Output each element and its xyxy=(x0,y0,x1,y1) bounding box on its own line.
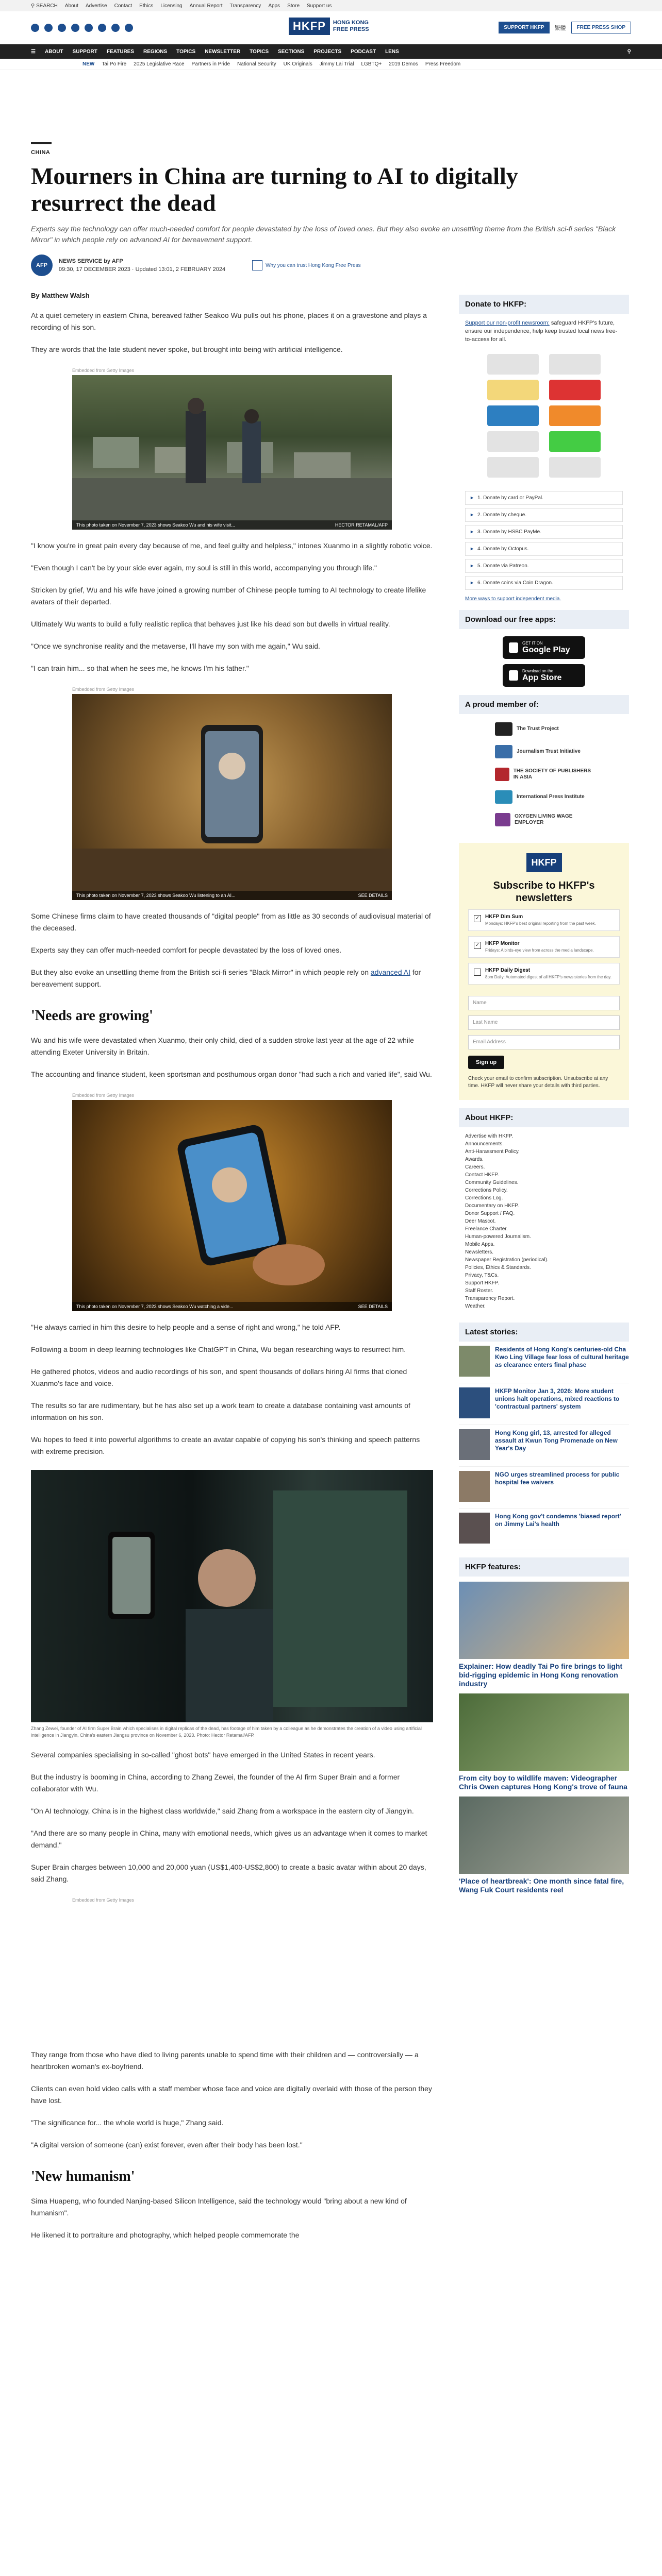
payment-icons xyxy=(482,354,606,483)
signup-button[interactable]: Sign up xyxy=(468,1056,504,1069)
trending-label: NEW xyxy=(82,61,95,67)
main-nav xyxy=(0,44,662,59)
photo-illustration xyxy=(72,694,392,900)
top-link-apps[interactable]: Apps xyxy=(268,3,280,9)
youtube-icon[interactable] xyxy=(85,24,93,32)
member-sopa[interactable]: THE SOCIETY OF PUBLISHERS IN ASIA xyxy=(495,768,593,781)
top-link-annual-report[interactable]: Annual Report xyxy=(189,3,223,9)
trust-icon xyxy=(252,260,262,270)
paragraph: The accounting and finance student, keen sportsman and posthumous organ donor "had such a rich and varied life", said Wu. xyxy=(31,1070,432,1078)
figure-5 xyxy=(31,1897,433,2039)
trending-item[interactable]: LGBTQ+ xyxy=(361,61,382,67)
paragraph: Wu and his wife were devastated when Xuanmo, their only child, died of a sudden stroke last year at the age of 22 while attending Exeter University in Britain. xyxy=(31,1036,414,1056)
latest-story[interactable]: Hong Kong gov't condemns 'biased report' on Jimmy Lai's health xyxy=(459,1509,629,1550)
newsletter-heading: Subscribe to HKFP's newsletters xyxy=(493,880,595,904)
paragraph: But the industry is booming in China, according to Zhang Zewei, the founder of the AI firm Super Brain and a former collaborator with Wu. xyxy=(31,1773,400,1793)
newsletter-option-monitor[interactable]: ✓ HKFP Monitor Fridays: A birds-eye view from across the media landscape. xyxy=(468,936,620,958)
nav-about[interactable]: ABOUT xyxy=(44,48,63,55)
category-label[interactable]: CHINA xyxy=(31,149,51,156)
paragraph: Ultimately Wu wants to build a fully realistic replica that behaves just like his dead son but dwells in virtual reality. xyxy=(31,620,390,628)
embed-placeholder xyxy=(31,1905,433,2039)
paragraph: They range from those who have died to living parents unable to spend time with their children and — controversially — a heartbroken woman's ex-boyfriend. xyxy=(31,2050,419,2071)
photo-source: SEE DETAILS xyxy=(358,893,388,898)
paragraph: Some Chinese firms claim to have created thousands of "digital people" from as little as 30 seconds of audiovisual material of the deceased. xyxy=(31,912,431,932)
about-link[interactable]: Documentary on HKFP. xyxy=(465,1203,519,1209)
member-jti[interactable]: Journalism Trust Initiative xyxy=(495,745,593,758)
top-link-licensing[interactable]: Licensing xyxy=(160,3,183,9)
photo-illustration xyxy=(72,375,392,530)
paragraph: The results so far are rudimentary, but he has also set up a work team to create a database containing vast amounts of information on his son. xyxy=(31,1401,410,1421)
photo-illustration xyxy=(31,1470,433,1722)
last-name-field[interactable]: Last Name xyxy=(468,1015,620,1030)
feature-image xyxy=(459,1693,629,1771)
trending-item[interactable]: UK Originals xyxy=(283,61,312,67)
about-link[interactable]: Advertise with HKFP. xyxy=(465,1133,514,1139)
feature-image xyxy=(459,1797,629,1874)
features-heading: HKFP features: xyxy=(459,1557,629,1577)
figure-caption: Zhang Zewei, founder of AI firm Super Brain which specialises in digital replicas of the dead, has footage of him taken by a colleague as he demonstrates the creation of a video using artificial intelligence in Jiangyin, China's eastern Jiangsu province on November 6, 2023. Photo: Hector Retamal/AFP. xyxy=(31,1726,422,1738)
threads-icon[interactable] xyxy=(71,24,79,32)
byline: By Matthew Walsh xyxy=(31,292,90,299)
checkbox[interactable]: ✓ xyxy=(474,942,481,949)
paragraph: Sima Huapeng, who founded Nanjing-based Silicon Intelligence, said the technology would "bring about a new kind of humanism". xyxy=(31,2197,407,2217)
arrow-right-icon: ▸ xyxy=(471,580,474,586)
paragraph: "I can train him... so that when he sees me, he knows I'm his father." xyxy=(31,664,249,672)
article-meta xyxy=(31,255,631,276)
checkbox[interactable]: ✓ xyxy=(474,915,481,922)
checkbox[interactable] xyxy=(474,969,481,976)
top-link-about[interactable]: About xyxy=(64,3,78,9)
advanced-ai-link[interactable]: advanced AI xyxy=(370,968,410,976)
top-link-contact[interactable]: Contact xyxy=(114,3,133,9)
about-link[interactable]: Announcements. xyxy=(465,1141,504,1147)
nav-support[interactable]: SUPPORT xyxy=(72,48,97,55)
latest-box xyxy=(459,1323,629,1550)
paragraph: Super Brain charges between 10,000 and 20,000 yuan (US$1,400-US$2,800) to create a basic avatar within about 20 days, said Zhang. xyxy=(31,1863,426,1883)
search-link[interactable]: ⚲ SEARCH xyxy=(31,3,58,9)
apps-heading: Download our free apps: xyxy=(459,610,629,629)
nav-search-icon[interactable]: ⚲ xyxy=(627,48,631,55)
nav-topics-2[interactable]: TOPICS xyxy=(250,48,269,55)
apps-box xyxy=(459,610,629,687)
member-heading: A proud member of: xyxy=(459,695,629,714)
telegram-icon[interactable] xyxy=(111,24,120,32)
feature-story[interactable]: 'Place of heartbreak': One month since fatal fire, Wang Fuk Court residents reel xyxy=(459,1797,629,1894)
about-link[interactable]: Deer Mascot. xyxy=(465,1218,496,1224)
about-link[interactable]: Mobile Apps. xyxy=(465,1242,495,1247)
about-link[interactable]: Community Guidelines. xyxy=(465,1180,519,1185)
trust-project-icon xyxy=(495,722,512,736)
linkedin-icon[interactable] xyxy=(98,24,106,32)
paragraph: "Even though I can't be by your side ever again, my soul is still in this world, accompanying you through life." xyxy=(31,564,377,572)
about-link[interactable]: Corrections Log. xyxy=(465,1195,503,1201)
top-link-support[interactable]: Support us xyxy=(307,3,332,9)
donate-option[interactable]: ▸ 4. Donate by Octopus. xyxy=(465,542,623,556)
arrow-right-icon: ▸ xyxy=(471,512,474,518)
arrow-right-icon: ▸ xyxy=(471,529,474,535)
logo-mark: HKFP xyxy=(289,18,330,35)
email-field[interactable]: Email Address xyxy=(468,1035,620,1049)
newsletter-note: Check your email to confirm subscription. Unsubscribe at any time. HKFP will never share your details with third parties. xyxy=(468,1076,608,1089)
arrow-right-icon: ▸ xyxy=(471,563,474,569)
article-body xyxy=(31,286,433,2241)
about-link[interactable]: Human-powered Journalism. xyxy=(465,1234,531,1240)
photo-illustration xyxy=(72,1100,392,1311)
story-thumbnail xyxy=(459,1513,490,1544)
support-newsroom-link[interactable]: Support our non-profit newsroom: xyxy=(465,320,550,326)
news-service[interactable]: NEWS SERVICE by AFP xyxy=(59,258,123,264)
top-link-transparency[interactable]: Transparency xyxy=(229,3,261,9)
video-phone-photo[interactable] xyxy=(72,1100,392,1311)
paragraph: But they also evoke an unsettling theme from the British sci-fi series "Black Mirror" in which people rely on advanced AI for bereavement support. xyxy=(31,968,421,988)
top-link-ethics[interactable]: Ethics xyxy=(139,3,154,9)
paragraph: At a quiet cemetery in eastern China, bereaved father Seakoo Wu pulls out his phone, places it on a gravestone and plays a recording of his son. xyxy=(31,311,427,331)
google-play-icon xyxy=(509,642,518,653)
top-link-store[interactable]: Store xyxy=(287,3,300,9)
newsletter-logo: HKFP xyxy=(526,853,562,872)
photo-source: SEE DETAILS xyxy=(358,1304,388,1309)
member-trust-project[interactable]: The Trust Project xyxy=(495,722,593,736)
paragraph: Wu hopes to feed it into powerful algorithms to create an avatar capable of copying his son's thinking and speech patterns with extreme precision. xyxy=(31,1435,420,1455)
app-store-button[interactable]: Download on the App Store xyxy=(503,664,585,687)
photo-caption: This photo taken on November 7, 2023 shows Seakoo Wu listening to an AI... xyxy=(76,893,236,898)
paragraph: "Once we synchronise reality and the metaverse, I'll have my son with me again," Wu said. xyxy=(31,642,320,650)
image-credit: Embedded from Getty Images xyxy=(72,687,135,692)
rss-icon[interactable] xyxy=(125,24,133,32)
story-thumbnail xyxy=(459,1346,490,1377)
arrow-right-icon: ▸ xyxy=(471,546,474,552)
trending-item[interactable]: Press Freedom xyxy=(425,61,461,67)
trending-item[interactable]: National Security xyxy=(237,61,276,67)
article-dates: 09:30, 17 DECEMBER 2023 · Updated 13:01, 2 FEBRUARY 2024 xyxy=(59,266,226,273)
latest-story[interactable]: HKFP Monitor Jan 3, 2026: More student unions halt operations, mixed reactions to 'contractual partners' system xyxy=(459,1383,629,1425)
site-header xyxy=(0,11,662,44)
story-thumbnail xyxy=(459,1429,490,1460)
jti-icon xyxy=(495,745,512,758)
latest-story[interactable]: Residents of Hong Kong's centuries-old Cha Kwo Ling Village fear loss of cultural heritage as clearance enters final phase xyxy=(459,1342,629,1383)
donate-option[interactable]: ▸ 1. Donate by card or PayPal. xyxy=(465,491,623,505)
newsletter-option-dimsum[interactable]: ✓ HKFP Dim Sum Mondays: HKFP's best original reporting from the past week. xyxy=(468,909,620,931)
about-link[interactable]: Corrections Policy. xyxy=(465,1188,508,1193)
trending-item[interactable]: Tai Po Fire xyxy=(102,61,127,67)
about-link[interactable]: Donor Support / FAQ. xyxy=(465,1211,515,1216)
article-title: Mourners in China are turning to AI to digitally resurrect the dead xyxy=(31,163,518,216)
nav-newsletter[interactable]: NEWSLETTER xyxy=(205,48,241,55)
site-logo[interactable] xyxy=(289,18,369,35)
article-header xyxy=(0,142,662,276)
donate-box xyxy=(459,295,629,602)
paragraph: Stricken by grief, Wu and his wife have joined a growing number of Chinese people turning to AI technology to create lifelike avatars of their departed. xyxy=(31,586,426,606)
nav-regions[interactable]: REGIONS xyxy=(143,48,168,55)
more-ways-link[interactable]: More ways to support independent media. xyxy=(465,596,561,602)
donate-intro: Support our non-profit newsroom: safeguard HKFP's future, ensure our independence, help keep trusted local news free-to-access for all. xyxy=(465,320,618,343)
category-rule xyxy=(31,142,52,144)
paragraph: Clients can even hold video calls with a staff member whose face and voice are digitally overlaid with those of the person they have lost. xyxy=(31,2084,432,2105)
trending-item[interactable]: 2025 Legislative Race xyxy=(134,61,185,67)
about-link[interactable]: Staff Roster. xyxy=(465,1288,493,1294)
nav-features[interactable]: FEATURES xyxy=(106,48,135,55)
support-hkfp-button[interactable]: SUPPORT HKFP xyxy=(499,22,549,33)
top-link-advertise[interactable]: Advertise xyxy=(85,3,107,9)
paragraph: "I know you're in great pain every day because of me, and feel guilty and helpless," intones Xuanmo in a slightly robotic voice. xyxy=(31,541,433,550)
feature-image xyxy=(459,1582,629,1659)
newsletter-box xyxy=(459,843,629,1100)
image-credit: Embedded from Getty Images xyxy=(72,1897,135,1903)
language-toggle[interactable]: 繁體 xyxy=(554,25,566,31)
nav-projects[interactable]: PROJECTS xyxy=(313,48,342,55)
latest-heading: Latest stories: xyxy=(459,1323,629,1342)
about-heading: About HKFP: xyxy=(459,1108,629,1127)
latest-story[interactable]: Hong Kong girl, 13, arrested for alleged assault at Kwun Tong Promenade on New Year's Day xyxy=(459,1425,629,1467)
phone-on-grave-photo[interactable] xyxy=(72,694,392,900)
apple-icon xyxy=(509,670,518,681)
cemetery-photo[interactable] xyxy=(72,375,392,530)
about-link[interactable]: Awards. xyxy=(465,1157,484,1162)
x-icon[interactable] xyxy=(44,24,53,32)
nav-lens[interactable]: LENS xyxy=(385,48,399,55)
trending-bar xyxy=(0,59,662,70)
about-link[interactable]: Weather. xyxy=(465,1303,486,1309)
paragraph: He gathered photos, videos and audio recordings of his son, and spent thousands of dollars hiring AI firms that cloned Xuanmo's face and voice. xyxy=(31,1367,407,1387)
paragraph: Following a boom in deep learning technologies like ChatGPT in China, Wu began researching ways to resurrect him. xyxy=(31,1345,406,1353)
image-credit: Embedded from Getty Images xyxy=(72,368,135,373)
figure-1 xyxy=(31,368,433,530)
about-link[interactable]: Newsletters. xyxy=(465,1249,494,1255)
member-oxygen[interactable]: OXYGEN LIVING WAGE EMPLOYER xyxy=(495,813,593,826)
about-link[interactable]: Transparency Report. xyxy=(465,1296,515,1301)
figure-3 xyxy=(31,1093,433,1311)
arrow-right-icon: ▸ xyxy=(471,495,474,501)
features-box xyxy=(459,1557,629,1894)
section-heading: 'New humanism' xyxy=(31,2168,135,2184)
paragraph: Experts say they can offer much-needed comfort for people devastated by the loss of loved ones. xyxy=(31,946,342,954)
about-link[interactable]: Contact HKFP. xyxy=(465,1172,499,1178)
newsletter-option-digest[interactable]: HKFP Daily Digest 8pm Daily: Automated digest of all HKFP's news stories from the day. xyxy=(468,963,620,985)
paragraph: "On AI technology, China is in the highest class worldwide," said Zhang from a workspace in the eastern city of Jiangyin. xyxy=(31,1807,414,1815)
donate-option[interactable]: ▸ 3. Donate by HSBC PayMe. xyxy=(465,525,623,539)
paragraph: They are words that the late student never spoke, but brought into being with artificial intelligence. xyxy=(31,345,343,353)
sopa-icon xyxy=(495,768,509,781)
payment-methods-art xyxy=(459,349,629,488)
about-link[interactable]: Careers. xyxy=(465,1164,485,1170)
donate-option[interactable]: ▸ 2. Donate by cheque. xyxy=(465,508,623,522)
shop-button[interactable]: FREE PRESS SHOP xyxy=(571,22,631,33)
feature-story[interactable]: From city boy to wildlife maven: Videographer Chris Owen captures Hong Kong's trove of fauna xyxy=(459,1693,629,1791)
about-box xyxy=(459,1108,629,1315)
about-link[interactable]: Anti-Harassment Policy. xyxy=(465,1149,520,1155)
trust-label: Why you can trust Hong Kong Free Press xyxy=(266,262,361,268)
latest-story[interactable]: NGO urges streamlined process for public hospital fee waivers xyxy=(459,1467,629,1509)
paragraph: "He always carried in him this desire to help people and a sense of right and wrong," he told AFP. xyxy=(31,1323,341,1331)
photo-caption: This photo taken on November 7, 2023 shows Seakoo Wu and his wife visit... xyxy=(76,522,235,528)
member-box xyxy=(459,695,629,835)
first-name-field[interactable]: Name xyxy=(468,996,620,1010)
donate-heading: Donate to HKFP: xyxy=(459,295,629,314)
section-heading: 'Needs are growing' xyxy=(31,1008,153,1024)
about-link[interactable]: Newspaper Registration (periodical). xyxy=(465,1257,549,1263)
photo-caption: This photo taken on November 7, 2023 shows Seakoo Wu watching a vide... xyxy=(76,1304,234,1309)
photo-source: HECTOR RETAMAL/AFP xyxy=(335,522,388,528)
about-link[interactable]: Privacy, T&Cs. xyxy=(465,1273,499,1278)
instagram-icon[interactable] xyxy=(58,24,66,32)
paragraph: He likened it to portraiture and photography, which helped people commemorate the xyxy=(31,2231,300,2239)
paragraph: Several companies specialising in so-called "ghost bots" have emerged in the United States in recent years. xyxy=(31,1751,375,1759)
donate-option[interactable]: ▸ 6. Donate coins via Coin Dragon. xyxy=(465,576,623,590)
nav-menu-icon[interactable]: ☰ xyxy=(31,48,36,55)
paragraph: "The significance for... the whole world is huge," Zhang said. xyxy=(31,2119,224,2127)
facebook-icon[interactable] xyxy=(31,24,39,32)
paragraph: "A digital version of someone (can) exist forever, even after their body has been lost." xyxy=(31,2141,303,2149)
living-wage-icon xyxy=(495,813,510,826)
ipi-icon xyxy=(495,790,512,804)
image-credit: Embedded from Getty Images xyxy=(72,1093,135,1098)
trending-item[interactable]: 2019 Demos xyxy=(389,61,418,67)
nav-topics[interactable]: TOPICS xyxy=(176,48,196,55)
zhang-zewei-photo[interactable] xyxy=(31,1470,433,1722)
member-ipi[interactable]: International Press Institute xyxy=(495,790,593,804)
social-links xyxy=(31,24,133,32)
feature-story[interactable]: Explainer: How deadly Tai Po fire brings to light bid-rigging epidemic in Hong Kong renovation industry xyxy=(459,1582,629,1688)
figure-2 xyxy=(31,687,433,900)
trending-item[interactable]: Jimmy Lai Trial xyxy=(319,61,354,67)
figure-4 xyxy=(31,1470,433,1739)
story-thumbnail xyxy=(459,1471,490,1502)
about-link[interactable]: Freelance Charter. xyxy=(465,1226,508,1232)
story-thumbnail xyxy=(459,1387,490,1418)
trending-item[interactable]: Partners in Pride xyxy=(191,61,230,67)
about-link[interactable]: Support HKFP. xyxy=(465,1280,499,1286)
logo-text: HONG KONG FREE PRESS xyxy=(333,20,369,32)
top-utility-bar xyxy=(0,0,662,11)
nav-podcast[interactable]: PODCAST xyxy=(351,48,376,55)
google-play-button[interactable]: GET IT ON Google Play xyxy=(503,636,585,659)
paragraph: "And there are so many people in China, many with emotional needs, which gives us an advantage when it comes to market demand." xyxy=(31,1829,427,1849)
afp-avatar: AFP xyxy=(31,255,53,276)
about-link[interactable]: Policies, Ethics & Standards. xyxy=(465,1265,531,1270)
article-subtitle: Experts say the technology can offer much-needed comfort for people devastated by the loss of loved ones. But they also evoke an unsettling theme from the British sci-fi series "Black Mirror" in which people rely on advanced AI for bereavement support. xyxy=(31,225,616,244)
nav-sections[interactable]: SECTIONS xyxy=(278,48,305,55)
sidebar xyxy=(459,286,629,2241)
donate-option[interactable]: ▸ 5. Donate via Patreon. xyxy=(465,559,623,573)
trust-link[interactable] xyxy=(252,260,361,270)
